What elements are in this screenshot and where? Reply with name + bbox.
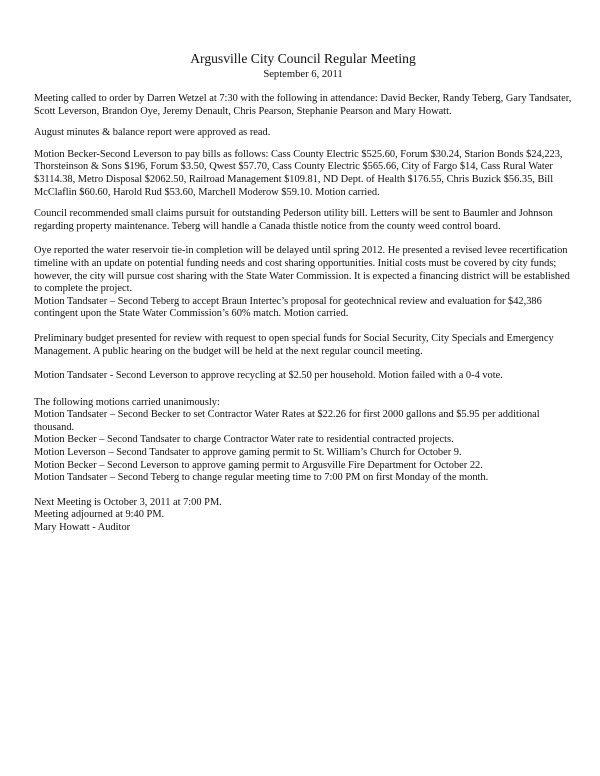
unanimous-motion-item: Motion Becker – Second Leverson to approve gaming permit to Argusville Fire Department for October 22.	[34, 459, 483, 471]
council-recommendation-paragraph: Council recommended small claims pursuit for outstanding Pederson utility bill. Letters will be sent to Baumler and Johnson regarding property maintenance. Teberg will handle a Canada thistle notice from the county weed control board.	[34, 208, 553, 232]
signature-line: Mary Howatt - Auditor	[34, 522, 131, 534]
unanimous-motion-item: Motion Tandsater – Second Becker to set Contractor Water Rates at $22.26 for first 2000 gallons and $5.95 per additional thousand.	[34, 409, 540, 433]
attendance-paragraph: Meeting called to order by Darren Wetzel at 7:30 with the following in attendance: David Becker, Randy Teberg, Gary Tandsater, Scott Leverson, Brandon Oye, Jeremy Denault, Chris Pearson, Stephanie Pearson and Mary Howatt.	[34, 93, 572, 117]
minutes-approval-paragraph: August minutes & balance report were approved as read.	[34, 127, 271, 139]
next-meeting-line: Next Meeting is October 3, 2011 at 7:00 PM.	[34, 496, 222, 508]
meeting-date: September 6, 2011	[263, 69, 343, 80]
unanimous-motions-section	[34, 397, 572, 485]
minutes-document	[34, 40, 572, 535]
unanimous-motion-item: Motion Leverson – Second Tandsater to approve gaming permit to St. William’s Church for October 9.	[34, 447, 462, 459]
closing-section	[34, 497, 572, 535]
unanimous-motion-item: Motion Becker – Second Tandsater to charge Contractor Water rate to residential contracted projects.	[34, 434, 454, 446]
budget-paragraph: Preliminary budget presented for review with request to open special funds for Social Security, City Specials and Emergency Management. A public hearing on the budget will be held at the next regular council meeting.	[34, 332, 554, 357]
bills-motion-paragraph: Motion Becker-Second Leverson to pay bills as follows: Cass County Electric $525.60, Forum $30.24, Starion Bonds $24,223, Thorsteinson & Sons $196, Forum $3.50, Qwest $57.70, Cass County Electric $565.66, City of Fargo $14, Cass Rural Water $3114.38, Metro Disposal $2062.50, Railroad Management $109.81, ND Dept. of Health $176.55, Chris Buzick $56.35, Bill McClaflin $60.60, Harold Rud $53.60, Marchell Moderow $59.10. Motion carried.	[34, 148, 563, 198]
geotechnical-motion-paragraph: Motion Tandsater – Second Teberg to accept Braun Intertec’s proposal for geotechnical review and evaluation for $42,386 contingent upon the State Water Commission’s 60% match. Motion carried.	[34, 295, 542, 320]
unanimous-heading: The following motions carried unanimously:	[34, 396, 220, 408]
reservoir-report-paragraph: Oye reported the water reservoir tie-in completion will be delayed until spring 2012. He presented a revised levee recertification timeline with an update on potential funding needs and cost sharing opportunities. Initial costs must be covered by city funds; however, the city will pursue cost sharing with the State Water Commission. It is expected a financing district will be established to complete the project.	[34, 245, 570, 295]
adjourned-line: Meeting adjourned at 9:40 PM.	[34, 509, 165, 521]
document-title: Argusville City Council Regular Meeting	[190, 51, 416, 66]
unanimous-motion-item: Motion Tandsater – Second Teberg to change regular meeting time to 7:00 PM on first Monday of the month.	[34, 472, 489, 484]
recycling-motion-paragraph: Motion Tandsater - Second Leverson to approve recycling at $2.50 per household. Motion failed with a 0-4 vote.	[34, 370, 503, 382]
